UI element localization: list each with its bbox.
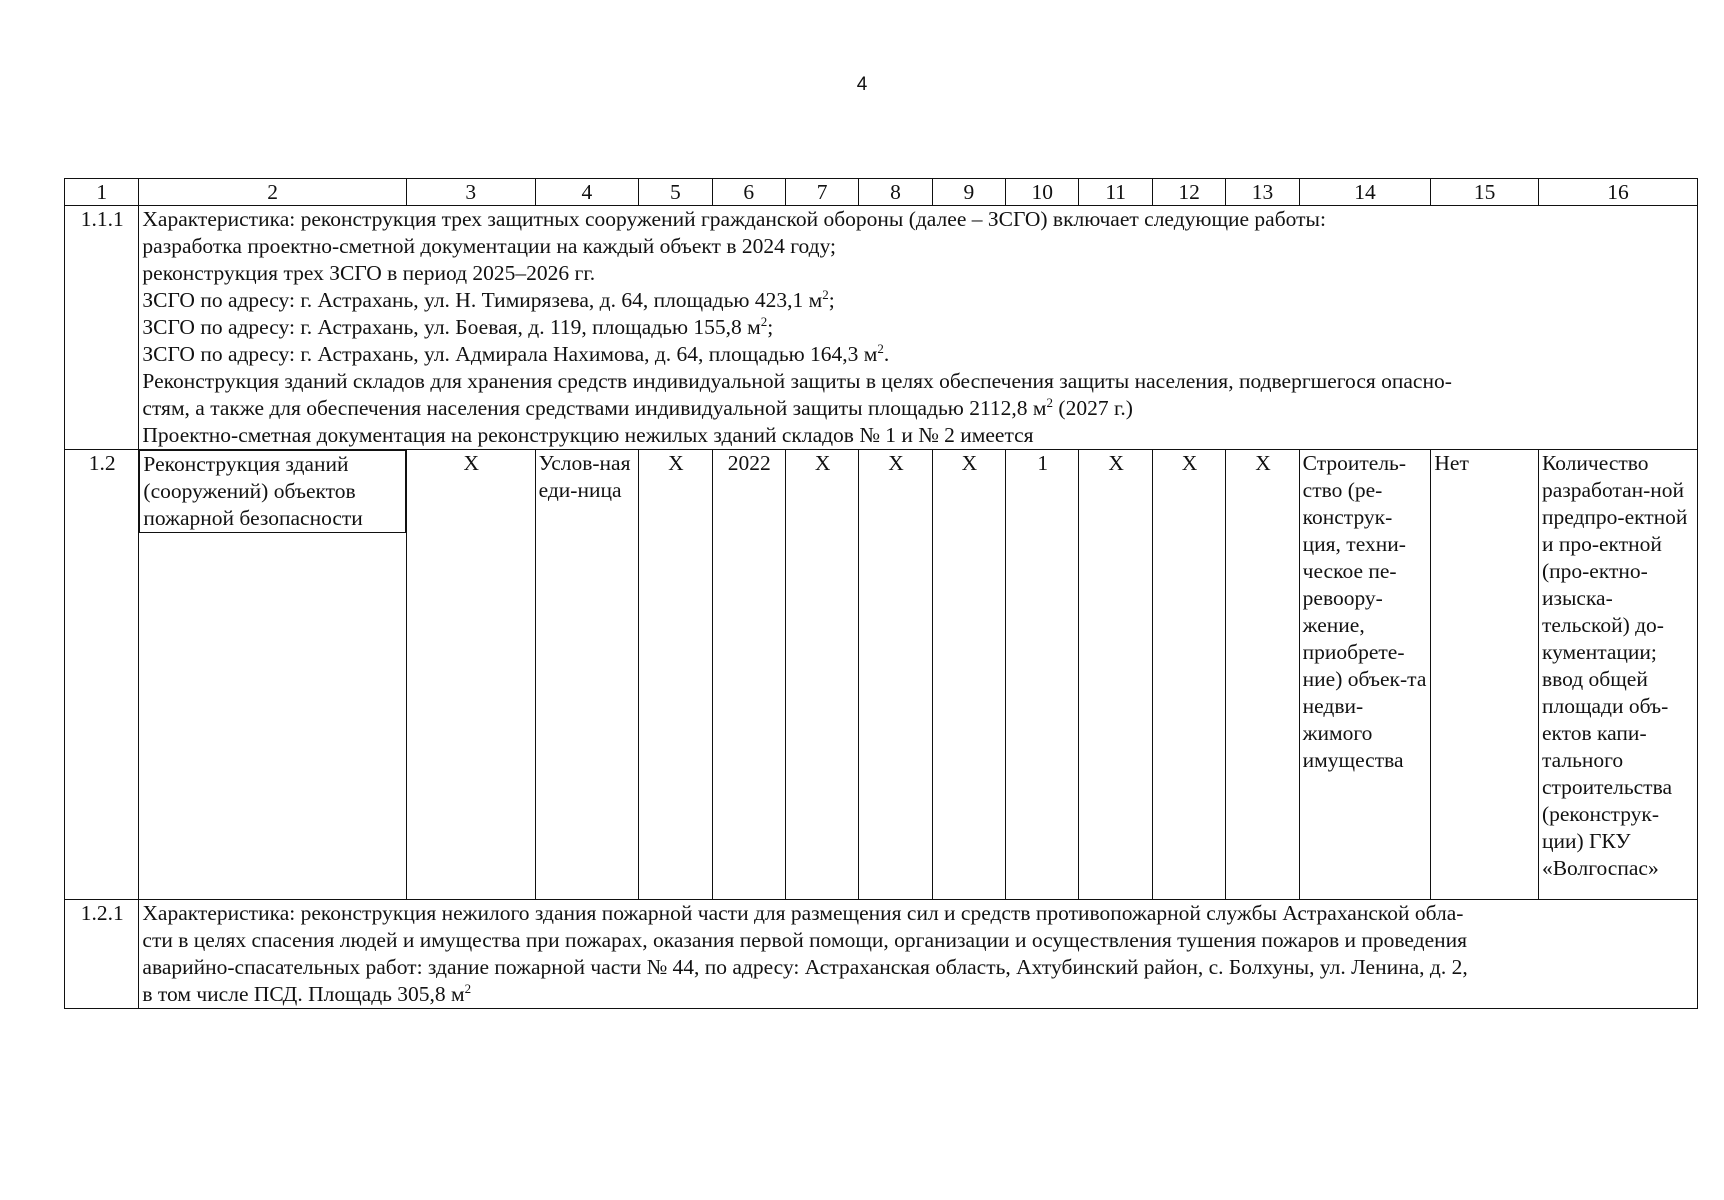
header-cell: 14	[1299, 179, 1431, 206]
header-cell: 9	[932, 179, 1005, 206]
cell-indicator: Количество разработан-ной предпро-ектной и про-ектной (про-ектно-изыска-тельской) до-кументации; ввод общей площади объ-ектов капи-тального строительства (реконструк-ции) ГКУ «Волгоспас»	[1538, 450, 1697, 900]
header-cell: 11	[1079, 179, 1152, 206]
text-line: Характеристика: реконструкция нежилого здания пожарной части для размещения сил и средств противопожарной службы Астраханской обла-	[142, 901, 1464, 925]
row-number: 1.2.1	[65, 900, 139, 1009]
program-table	[64, 178, 1698, 1009]
text-line: Реконструкция зданий складов для хранения средств индивидуальной защиты в целях обеспечения защиты населения, подвергшегося опасно-	[142, 369, 1452, 393]
row-1-1-1	[65, 206, 1698, 450]
cell-year: 2022	[712, 450, 785, 900]
text-line: аварийно-спасательных работ: здание пожарной части № 44, по адресу: Астраханская область, Ахтубинский район, с. Болхуны, ул. Ленина, д. 2,	[142, 955, 1468, 979]
cell-col9: Х	[932, 450, 1005, 900]
cell-col12: Х	[1152, 450, 1225, 900]
cell-col13: Х	[1226, 450, 1299, 900]
text-line: в том числе ПСД. Площадь 305,8 $м^2$	[142, 981, 472, 1006]
text-line: разработка проектно-сметной документации на каждый объект в 2024 году;	[142, 234, 837, 258]
row-number: 1.2	[65, 450, 139, 900]
cell-unit: Услов-ная еди-ница	[535, 450, 639, 900]
row-1-2	[65, 450, 1698, 900]
row-1-2-1	[65, 900, 1698, 1009]
cell-col8: Х	[859, 450, 932, 900]
header-cell: 16	[1538, 179, 1697, 206]
header-cell: 6	[712, 179, 785, 206]
header-cell: 4	[535, 179, 639, 206]
header-cell: 8	[859, 179, 932, 206]
header-cell: 12	[1152, 179, 1225, 206]
cell-col5: Х	[639, 450, 712, 900]
cell-direction: Строитель-ство (ре-конструк-ция, техни-ческое пе-ревоору-жение, приобрете-ние) объек-та недви-жимого имущества	[1299, 450, 1431, 900]
text-line: сти в целях спасения людей и имущества при пожарах, оказания первой помощи, организации и осуществления тушения пожаров и проведения	[142, 928, 1468, 952]
page-number: 4	[856, 74, 868, 95]
address-line: ЗСГО по адресу: г. Астрахань, ул. Н. Тимирязева, д. 64, площадью 423,1 $м^2$;	[142, 287, 835, 312]
characteristics-cell	[139, 206, 1698, 450]
cell-col10: 1	[1006, 450, 1079, 900]
characteristics-cell	[139, 900, 1698, 1009]
cell-col3: Х	[406, 450, 535, 900]
cell-col7: Х	[785, 450, 858, 900]
cell-col11: Х	[1079, 450, 1152, 900]
row-number: 1.1.1	[65, 206, 139, 450]
address-line: ЗСГО по адресу: г. Астрахань, ул. Боевая, д. 119, площадью 155,8 $м^2$;	[142, 314, 774, 339]
header-cell: 7	[785, 179, 858, 206]
header-row	[65, 179, 1698, 206]
header-cell: 3	[406, 179, 535, 206]
header-cell: 2	[139, 179, 406, 206]
text-line: Проектно-сметная документация на реконструкцию нежилых зданий складов № 1 и № 2 имеется	[142, 423, 1034, 447]
cell-name: Реконструкция зданий (сооружений) объектов пожарной безопасности	[139, 450, 405, 533]
header-cell: 13	[1226, 179, 1299, 206]
header-cell: 15	[1431, 179, 1539, 206]
text-line: стям, а также для обеспечения населения средствами индивидуальной защиты площадью 2112,8 $м^2$ (2027 г.)	[142, 395, 1133, 420]
address-line: ЗСГО по адресу: г. Астрахань, ул. Адмирала Нахимова, д. 64, площадью 164,3 $м^2$.	[142, 341, 890, 366]
text-line: реконструкция трех ЗСГО в период 2025–2026 гг.	[142, 261, 596, 285]
cell-col15: Нет	[1431, 450, 1539, 900]
text-line: Характеристика: реконструкция трех защитных сооружений гражданской обороны (далее – ЗСГО) включает следующие работы:	[142, 207, 1326, 231]
header-cell: 10	[1006, 179, 1079, 206]
header-cell: 5	[639, 179, 712, 206]
header-cell: 1	[65, 179, 139, 206]
